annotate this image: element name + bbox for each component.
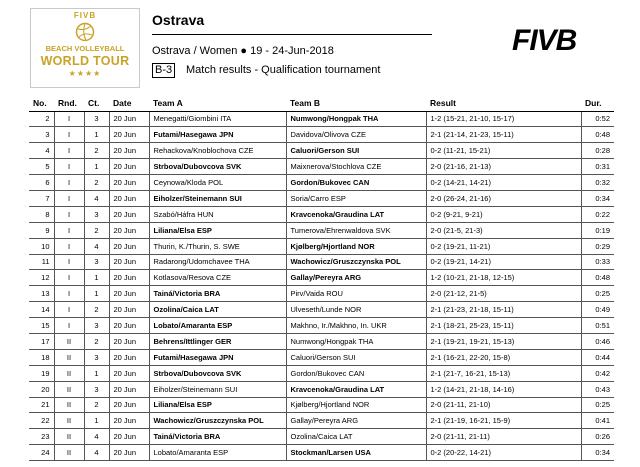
team-a: Tainá/Victoria BRA bbox=[149, 286, 286, 302]
match-number: 17 bbox=[29, 333, 54, 349]
col-header-team-b: Team B bbox=[286, 96, 426, 111]
match-result: 0-2 (9-21, 9-21) bbox=[426, 206, 581, 222]
event-subtitle: Ostrava / Women ● 19 - 24-Jun-2018 bbox=[152, 45, 334, 57]
match-duration: 0:22 bbox=[581, 206, 614, 222]
round: I bbox=[54, 318, 84, 334]
court: 2 bbox=[84, 222, 109, 238]
round: I bbox=[54, 270, 84, 286]
team-a: Menegatti/Giombini ITA bbox=[149, 111, 286, 127]
match-number: 8 bbox=[29, 206, 54, 222]
match-number: 12 bbox=[29, 270, 54, 286]
col-header-result: Result bbox=[426, 96, 581, 111]
title-divider bbox=[152, 34, 432, 35]
team-b: Wachowicz/Gruszczynska POL bbox=[286, 254, 426, 270]
round: II bbox=[54, 413, 84, 429]
fivb-logo: FIVB bbox=[512, 24, 577, 57]
team-b: Numwong/Hongpak THA bbox=[286, 333, 426, 349]
col-header-round: Rnd. bbox=[54, 96, 84, 111]
col-header-court: Ct. bbox=[84, 96, 109, 111]
match-duration: 0:31 bbox=[581, 159, 614, 175]
match-duration: 0:48 bbox=[581, 127, 614, 143]
match-duration: 0:51 bbox=[581, 318, 614, 334]
match-result: 2-1 (21-19, 16-21, 15-9) bbox=[426, 413, 581, 429]
team-a: Liliana/Elsa ESP bbox=[149, 222, 286, 238]
match-number: 14 bbox=[29, 302, 54, 318]
match-date: 20 Jun bbox=[109, 365, 149, 381]
match-date: 20 Jun bbox=[109, 333, 149, 349]
team-b: Maixnerova/Stochlova CZE bbox=[286, 159, 426, 175]
match-result: 0-2 (20-22, 14-21) bbox=[426, 445, 581, 461]
col-header-duration: Dur. bbox=[581, 96, 614, 111]
volleyball-icon bbox=[75, 22, 95, 42]
team-a: Liliana/Elsa ESP bbox=[149, 397, 286, 413]
match-date: 20 Jun bbox=[109, 397, 149, 413]
table-row bbox=[29, 302, 614, 318]
table-row bbox=[29, 349, 614, 365]
match-number: 7 bbox=[29, 190, 54, 206]
team-b: Gordon/Bukovec CAN bbox=[286, 175, 426, 191]
match-result: 0-2 (11-21, 15-21) bbox=[426, 143, 581, 159]
table-row bbox=[29, 159, 614, 175]
match-date: 20 Jun bbox=[109, 254, 149, 270]
round: I bbox=[54, 222, 84, 238]
round: I bbox=[54, 238, 84, 254]
team-b: Soria/Carro ESP bbox=[286, 190, 426, 206]
team-b: Davidova/Olivova CZE bbox=[286, 127, 426, 143]
match-date: 20 Jun bbox=[109, 270, 149, 286]
match-result: 0-2 (14-21, 14-21) bbox=[426, 175, 581, 191]
match-date: 20 Jun bbox=[109, 302, 149, 318]
match-result: 2-1 (21-23, 21-18, 15-11) bbox=[426, 302, 581, 318]
team-b: Ozolina/Caica LAT bbox=[286, 429, 426, 445]
match-duration: 0:49 bbox=[581, 302, 614, 318]
world-tour-logo-line2: WORLD TOUR bbox=[40, 54, 130, 68]
match-date: 20 Jun bbox=[109, 190, 149, 206]
team-a: Thurin, K./Thurin, S. SWE bbox=[149, 238, 286, 254]
court: 1 bbox=[84, 127, 109, 143]
round: I bbox=[54, 286, 84, 302]
page-title: Ostrava bbox=[152, 12, 205, 28]
match-result: 2-1 (19-21, 19-21, 15-13) bbox=[426, 333, 581, 349]
match-result: 2-1 (21-7, 16-21, 15-13) bbox=[426, 365, 581, 381]
match-number: 3 bbox=[29, 127, 54, 143]
court: 1 bbox=[84, 286, 109, 302]
world-tour-logo-stars: ★★★★ bbox=[68, 69, 102, 78]
court: 3 bbox=[84, 254, 109, 270]
match-duration: 0:48 bbox=[581, 270, 614, 286]
match-duration: 0:41 bbox=[581, 413, 614, 429]
round: I bbox=[54, 143, 84, 159]
table-row bbox=[29, 318, 614, 334]
round: I bbox=[54, 254, 84, 270]
table-row bbox=[29, 413, 614, 429]
match-result: 1-2 (10-21, 21-18, 12-15) bbox=[426, 270, 581, 286]
team-a: Ozolina/Caica LAT bbox=[149, 302, 286, 318]
match-number: 10 bbox=[29, 238, 54, 254]
match-number: 11 bbox=[29, 254, 54, 270]
team-b: Kjølberg/Hjortland NOR bbox=[286, 397, 426, 413]
match-duration: 0:33 bbox=[581, 254, 614, 270]
match-duration: 0:19 bbox=[581, 222, 614, 238]
table-row bbox=[29, 365, 614, 381]
match-result: 2-0 (26-24, 21-16) bbox=[426, 190, 581, 206]
match-date: 20 Jun bbox=[109, 381, 149, 397]
team-b: Caluori/Gerson SUI bbox=[286, 143, 426, 159]
match-date: 20 Jun bbox=[109, 238, 149, 254]
match-date: 20 Jun bbox=[109, 429, 149, 445]
court: 2 bbox=[84, 175, 109, 191]
team-b: Gallay/Pereyra ARG bbox=[286, 413, 426, 429]
table-row bbox=[29, 222, 614, 238]
table-row bbox=[29, 190, 614, 206]
match-date: 20 Jun bbox=[109, 127, 149, 143]
match-result: 2-0 (21-12, 21-5) bbox=[426, 286, 581, 302]
match-number: 21 bbox=[29, 397, 54, 413]
match-number: 15 bbox=[29, 318, 54, 334]
team-b: Makhno, Ir./Makhno, In. UKR bbox=[286, 318, 426, 334]
round: II bbox=[54, 349, 84, 365]
match-date: 20 Jun bbox=[109, 159, 149, 175]
round: II bbox=[54, 381, 84, 397]
match-duration: 0:29 bbox=[581, 238, 614, 254]
team-b: Pirv/Vaida ROU bbox=[286, 286, 426, 302]
team-a: Strbova/Dubovcova SVK bbox=[149, 365, 286, 381]
match-date: 20 Jun bbox=[109, 413, 149, 429]
table-row bbox=[29, 127, 614, 143]
court: 1 bbox=[84, 270, 109, 286]
report-title: Match results - Qualification tournament bbox=[186, 64, 381, 76]
team-a: Szabó/Háfra HUN bbox=[149, 206, 286, 222]
match-number: 19 bbox=[29, 365, 54, 381]
round: I bbox=[54, 302, 84, 318]
team-a: Lobato/Amaranta ESP bbox=[149, 318, 286, 334]
world-tour-logo bbox=[30, 8, 140, 88]
match-duration: 0:34 bbox=[581, 445, 614, 461]
match-number: 24 bbox=[29, 445, 54, 461]
team-a: Futami/Hasegawa JPN bbox=[149, 349, 286, 365]
court: 4 bbox=[84, 429, 109, 445]
team-a: Wachowicz/Gruszczynska POL bbox=[149, 413, 286, 429]
col-header-team-a: Team A bbox=[149, 96, 286, 111]
court: 4 bbox=[84, 190, 109, 206]
table-row bbox=[29, 270, 614, 286]
col-header-no: No. bbox=[29, 96, 54, 111]
table-row bbox=[29, 397, 614, 413]
match-date: 20 Jun bbox=[109, 349, 149, 365]
match-number: 18 bbox=[29, 349, 54, 365]
table-row bbox=[29, 381, 614, 397]
report-code-badge: B-3 bbox=[152, 63, 175, 78]
team-b: Stockman/Larsen USA bbox=[286, 445, 426, 461]
team-a: Ceynowa/Kloda POL bbox=[149, 175, 286, 191]
team-a: Radarong/Udomchavee THA bbox=[149, 254, 286, 270]
match-result: 0-2 (19-21, 11-21) bbox=[426, 238, 581, 254]
team-b: Numwong/Hongpak THA bbox=[286, 111, 426, 127]
match-duration: 0:25 bbox=[581, 286, 614, 302]
match-date: 20 Jun bbox=[109, 143, 149, 159]
table-row bbox=[29, 206, 614, 222]
table-row bbox=[29, 143, 614, 159]
match-result: 1-2 (15-21, 21-10, 15-17) bbox=[426, 111, 581, 127]
team-b: Kravcenoka/Graudina LAT bbox=[286, 206, 426, 222]
match-number: 6 bbox=[29, 175, 54, 191]
round: II bbox=[54, 365, 84, 381]
match-result: 2-1 (16-21, 22-20, 15-8) bbox=[426, 349, 581, 365]
round: II bbox=[54, 445, 84, 461]
court: 2 bbox=[84, 333, 109, 349]
match-result: 0-2 (19-21, 14-21) bbox=[426, 254, 581, 270]
match-result: 2-0 (21-5, 21-3) bbox=[426, 222, 581, 238]
match-duration: 0:34 bbox=[581, 190, 614, 206]
match-duration: 0:43 bbox=[581, 381, 614, 397]
match-duration: 0:32 bbox=[581, 175, 614, 191]
match-duration: 0:42 bbox=[581, 365, 614, 381]
team-b: Tumerova/Ehrenwaldova SVK bbox=[286, 222, 426, 238]
court: 1 bbox=[84, 365, 109, 381]
court: 3 bbox=[84, 318, 109, 334]
round: II bbox=[54, 429, 84, 445]
round: I bbox=[54, 159, 84, 175]
match-duration: 0:44 bbox=[581, 349, 614, 365]
match-number: 5 bbox=[29, 159, 54, 175]
court: 3 bbox=[84, 381, 109, 397]
match-duration: 0:28 bbox=[581, 143, 614, 159]
team-a: Eiholzer/Steinemann SUI bbox=[149, 381, 286, 397]
team-b: Gordon/Bukovec CAN bbox=[286, 365, 426, 381]
round: I bbox=[54, 111, 84, 127]
team-b: Gallay/Pereyra ARG bbox=[286, 270, 426, 286]
match-date: 20 Jun bbox=[109, 445, 149, 461]
team-a: Strbova/Dubovcova SVK bbox=[149, 159, 286, 175]
match-date: 20 Jun bbox=[109, 206, 149, 222]
table-row bbox=[29, 238, 614, 254]
team-b: Ulveseth/Lunde NOR bbox=[286, 302, 426, 318]
round: II bbox=[54, 397, 84, 413]
match-result: 2-1 (18-21, 25-23, 15-11) bbox=[426, 318, 581, 334]
match-number: 23 bbox=[29, 429, 54, 445]
court: 2 bbox=[84, 302, 109, 318]
round: I bbox=[54, 127, 84, 143]
table-row bbox=[29, 429, 614, 445]
team-b: Caluori/Gerson SUI bbox=[286, 349, 426, 365]
round: II bbox=[54, 333, 84, 349]
match-number: 20 bbox=[29, 381, 54, 397]
round: I bbox=[54, 190, 84, 206]
team-a: Futami/Hasegawa JPN bbox=[149, 127, 286, 143]
court: 4 bbox=[84, 445, 109, 461]
match-duration: 0:25 bbox=[581, 397, 614, 413]
table-row bbox=[29, 286, 614, 302]
court: 2 bbox=[84, 397, 109, 413]
report-header bbox=[0, 0, 640, 92]
table-row bbox=[29, 333, 614, 349]
team-a: Tainá/Victoria BRA bbox=[149, 429, 286, 445]
match-result: 1-2 (14-21, 21-18, 14-16) bbox=[426, 381, 581, 397]
table-header-row bbox=[29, 96, 614, 111]
table-row bbox=[29, 254, 614, 270]
team-a: Rehackova/Knoblochova CZE bbox=[149, 143, 286, 159]
world-tour-logo-fivb: FIVB bbox=[73, 11, 97, 20]
match-number: 13 bbox=[29, 286, 54, 302]
match-result: 2-1 (21-14, 21-23, 15-11) bbox=[426, 127, 581, 143]
round: I bbox=[54, 175, 84, 191]
team-a: Behrens/Ittlinger GER bbox=[149, 333, 286, 349]
match-date: 20 Jun bbox=[109, 318, 149, 334]
court: 3 bbox=[84, 349, 109, 365]
world-tour-logo-line1: BEACH VOLLEYBALL bbox=[45, 44, 125, 53]
match-duration: 0:26 bbox=[581, 429, 614, 445]
court: 2 bbox=[84, 143, 109, 159]
match-date: 20 Jun bbox=[109, 222, 149, 238]
match-number: 22 bbox=[29, 413, 54, 429]
col-header-date: Date bbox=[109, 96, 149, 111]
table-row bbox=[29, 111, 614, 127]
match-result: 2-0 (21-16, 21-13) bbox=[426, 159, 581, 175]
court: 3 bbox=[84, 111, 109, 127]
match-duration: 0:52 bbox=[581, 111, 614, 127]
team-b: Kjølberg/Hjortland NOR bbox=[286, 238, 426, 254]
table-row bbox=[29, 175, 614, 191]
match-number: 4 bbox=[29, 143, 54, 159]
results-table bbox=[29, 96, 614, 461]
team-a: Lobato/Amaranta ESP bbox=[149, 445, 286, 461]
court: 3 bbox=[84, 206, 109, 222]
court: 1 bbox=[84, 159, 109, 175]
table-row bbox=[29, 445, 614, 461]
court: 4 bbox=[84, 238, 109, 254]
match-result: 2-0 (21-11, 21-11) bbox=[426, 429, 581, 445]
match-duration: 0:46 bbox=[581, 333, 614, 349]
round: I bbox=[54, 206, 84, 222]
team-b: Kravcenoka/Graudina LAT bbox=[286, 381, 426, 397]
team-a: Eiholzer/Steinemann SUI bbox=[149, 190, 286, 206]
match-number: 2 bbox=[29, 111, 54, 127]
match-date: 20 Jun bbox=[109, 175, 149, 191]
match-result: 2-0 (21-11, 21-10) bbox=[426, 397, 581, 413]
match-date: 20 Jun bbox=[109, 111, 149, 127]
court: 1 bbox=[84, 413, 109, 429]
match-number: 9 bbox=[29, 222, 54, 238]
team-a: Kotlasova/Resova CZE bbox=[149, 270, 286, 286]
match-date: 20 Jun bbox=[109, 286, 149, 302]
